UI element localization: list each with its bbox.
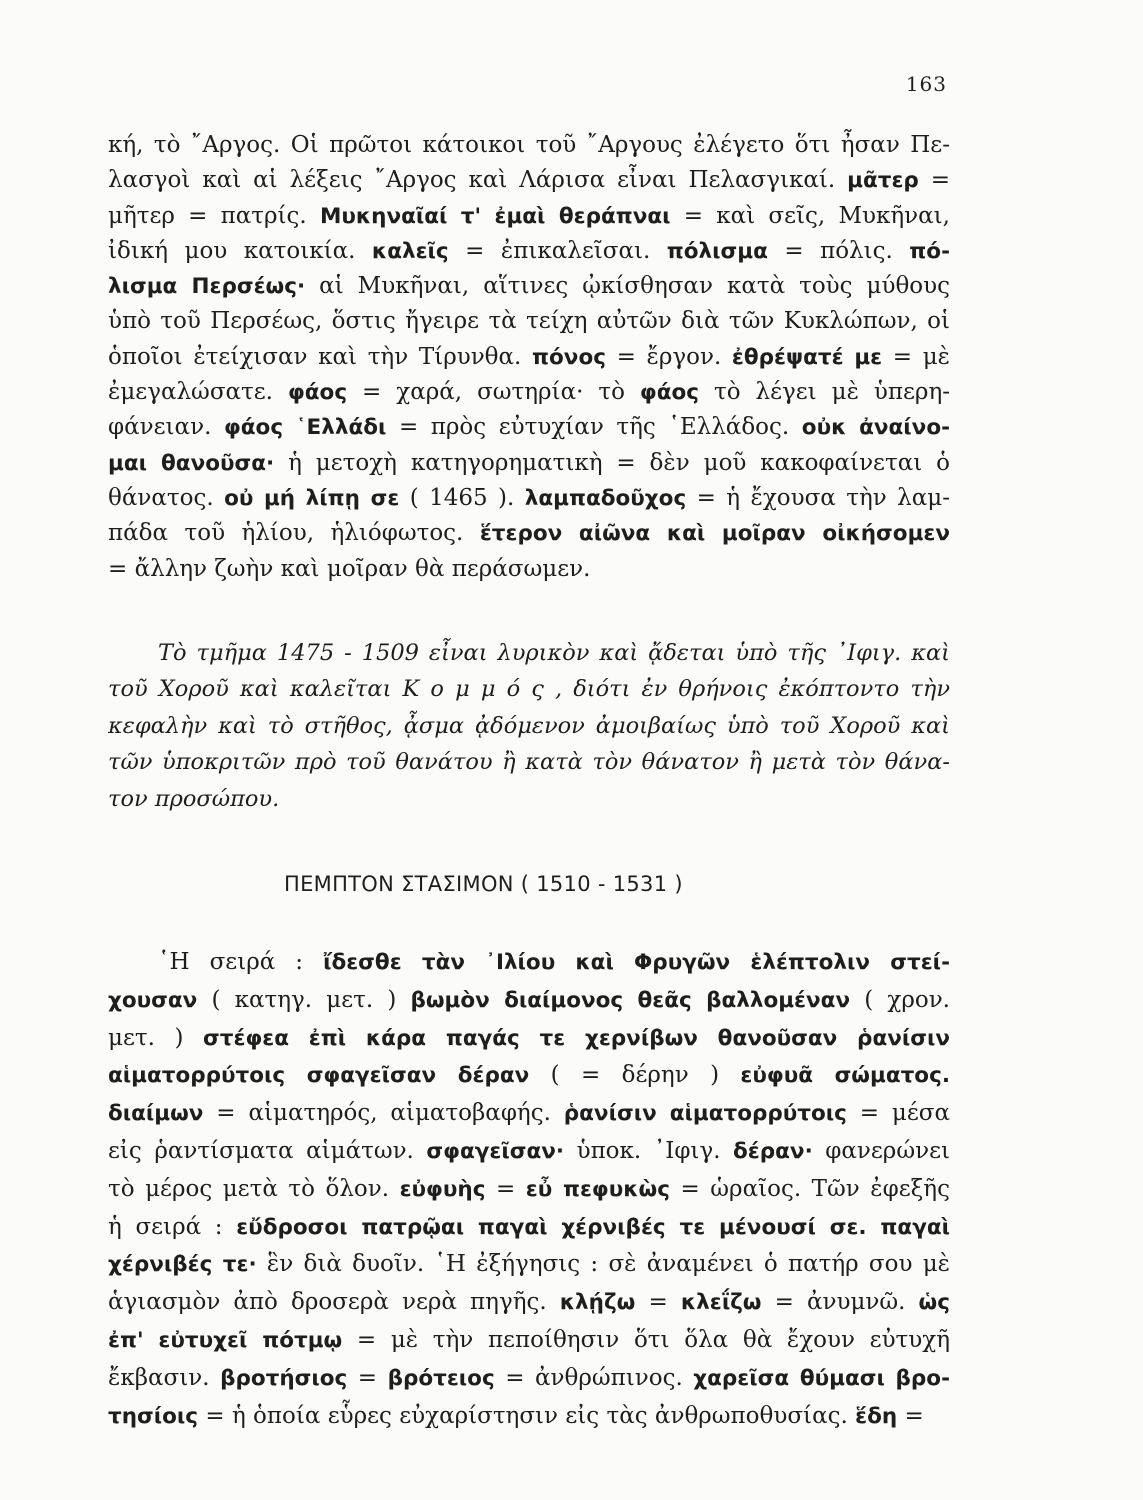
bold-lemma: χέρνιβές τε· xyxy=(108,1252,257,1278)
text-run: εἰς ῥαντίσματα αἱμάτων. xyxy=(108,1137,427,1164)
text-line xyxy=(108,269,950,304)
text-run: = ἀνθρώπινος. xyxy=(494,1364,694,1391)
bold-lemma: χαρεῖσα θύμασι βρο- xyxy=(693,1365,950,1391)
bold-lemma: στέφεα ἐπὶ κάρα παγάς τε χερνίβων θανοῦσαν ῥανίσιν xyxy=(203,1025,950,1051)
text-run: φανερώνει xyxy=(812,1137,950,1164)
text-line xyxy=(108,1209,950,1247)
text-line: κεφαλὴν καὶ τὸ στῆθος, ᾆσμα ᾀδόμενον ἀμοιβαίως ὑπὸ τοῦ Χοροῦ καὶ xyxy=(108,712,950,739)
text-run: = μὲ xyxy=(882,343,950,370)
text-run: φάνειαν. xyxy=(108,414,224,441)
text-line xyxy=(108,1095,950,1133)
text-run: μετ. ) xyxy=(108,1024,204,1051)
bold-lemma: ῥανίσιν αἱματορρύτοις xyxy=(563,1101,847,1127)
text-line xyxy=(108,1284,950,1322)
text-line xyxy=(108,516,950,551)
bold-lemma: Μυκηναῖαί τ' ἐμαὶ θεράπναι xyxy=(319,203,671,229)
bold-lemma: εὔδροσοι πατρῷαι παγαὶ χέρνιβές τε μένουσί σε. παγαὶ xyxy=(236,1214,950,1240)
text-line xyxy=(108,163,950,198)
text-run: = ἐπικαλεῖσαι. xyxy=(448,237,667,264)
text-run: = xyxy=(918,167,950,194)
text-run: = πόλις. xyxy=(767,237,910,264)
text-line xyxy=(108,1171,950,1209)
commentary-block-2 xyxy=(108,944,950,1435)
page-number: 163 xyxy=(905,72,947,96)
text-run: ἓν διὰ δυοῖν. ῾Η ἐξήγησις : σὲ ἀναμένει ὁ πατήρ σου μὲ xyxy=(256,1251,950,1278)
text-line: τον προσώπου. xyxy=(108,785,280,812)
text-run: = πρὸς εὐτυχίαν τῆς ῾Ελλάδος. xyxy=(386,414,802,441)
note-paragraph xyxy=(108,635,950,817)
text-line xyxy=(108,340,950,375)
text-line xyxy=(108,1057,950,1095)
text-run: θάνατος. xyxy=(108,484,225,511)
text-line xyxy=(108,1133,950,1171)
bold-lemma: φάος xyxy=(639,380,700,406)
bold-lemma: εὐφυὴς xyxy=(399,1176,486,1202)
section-heading: ΠΕΜΠΤΟΝ ΣΤΑΣΙΜΟΝ ( 1510 - 1531 ) xyxy=(284,872,683,896)
bold-lemma: λισμα Περσέως· xyxy=(108,274,306,300)
text-run: ἔκβασιν. xyxy=(108,1364,221,1391)
text-run: ( χρον. xyxy=(850,986,950,1013)
text-line xyxy=(108,552,950,587)
bold-lemma: πόνος xyxy=(532,344,606,370)
bold-lemma: ἐθρέψατέ με xyxy=(731,344,883,370)
text-run: = xyxy=(635,1289,681,1316)
text-line xyxy=(108,128,950,163)
bold-lemma: μαι θανοῦσα· xyxy=(108,450,275,476)
text-line xyxy=(108,199,950,234)
bold-lemma: οὐ μή λίπῃ σε xyxy=(224,485,400,511)
text-run: = ἡ ὁποία εὗρες εὐχαρίστησιν εἰς τὰς ἀνθρωποθυσίας. xyxy=(198,1402,856,1429)
text-run: = ὡραῖος. Τῶν ἐφεξῆς xyxy=(669,1175,950,1202)
bold-lemma: κλῄζω xyxy=(559,1290,636,1316)
text-run: = μέσα xyxy=(846,1100,950,1127)
text-run: ( 1465 ). xyxy=(399,484,525,511)
bold-lemma: ἐπ' εὐτυχεῖ πότμῳ xyxy=(108,1327,343,1353)
text-run: κή, τὸ ῎Αργος. Οἱ πρῶτοι κάτοικοι τοῦ ῎Αργους ἐλέγετο ὅτι ἦσαν Πε- xyxy=(108,132,950,158)
text-line xyxy=(108,234,950,269)
text-line: τῶν ὑποκριτῶν πρὸ τοῦ θανάτου ἢ κατὰ τὸν θάνατον ἢ μετὰ τὸν θάνα- xyxy=(108,749,950,776)
text-run: ἡ μετοχὴ κατηγορηματικὴ = δὲν μοῦ κακοφαίνεται ὁ xyxy=(274,449,950,476)
bold-lemma: ὡς xyxy=(918,1290,950,1316)
text-line xyxy=(108,446,950,481)
text-run: τὸ λέγει μὲ ὑπερη- xyxy=(699,379,950,406)
bold-lemma: εὐφυᾶ σώματος. xyxy=(740,1063,950,1089)
text-run: ὑπὸ τοῦ Περσέως, ὅστις ἤγειρε τὰ τείχη αὐτῶν διὰ τῶν Κυκλώπων, οἱ xyxy=(108,308,950,335)
text-line xyxy=(108,304,950,339)
text-line xyxy=(108,1398,950,1436)
text-run: τὸ μέρος μετὰ τὸ ὅλον. xyxy=(108,1175,400,1202)
text-run: = μὲ τὴν πεποίθησιν ὅτι ὅλα θὰ ἔχουν εὐτυχῆ xyxy=(342,1326,950,1353)
text-run: ἰδική μου κατοικία. xyxy=(108,237,372,264)
text-run: ἐμεγαλώσατε. xyxy=(108,379,288,406)
bold-lemma: λαμπαδοῦχος xyxy=(524,485,687,511)
text-run: ( = δέρην ) xyxy=(529,1062,741,1089)
text-line xyxy=(108,375,950,410)
text-run: = ἀνυμνῶ. xyxy=(761,1289,919,1316)
text-run: ῾Η σειρά : xyxy=(158,949,324,975)
text-line xyxy=(108,1322,950,1360)
bold-lemma: ἴδεσθε τὰν ᾿Ιλίου καὶ Φρυγῶν ἑλέπτολιν στεί- xyxy=(323,950,950,975)
text-run: αἱ Μυκῆναι, αἵτινες ᾠκίσθησαν κατὰ τοὺς μύθους xyxy=(305,273,950,300)
note-paragraph-kommos xyxy=(108,635,950,817)
text-run: ἁγιασμὸν ἀπὸ δροσερὰ νερὰ πηγῆς. xyxy=(108,1289,560,1316)
bold-lemma: ἕτερον αἰῶνα καὶ μοῖραν οἰκήσομεν xyxy=(479,521,950,547)
text-run: ὁποῖοι ἐτείχισαν καὶ τὴν Τίρυνθα. xyxy=(108,343,533,370)
bold-lemma: εὖ πεφυκὼς xyxy=(525,1176,670,1202)
bold-lemma: κλεΐζω xyxy=(680,1290,762,1316)
text-line xyxy=(108,1246,950,1284)
text-run: = καὶ σεῖς, Μυκῆναι, xyxy=(670,202,950,229)
text-line xyxy=(108,944,950,982)
text-line xyxy=(108,481,950,516)
text-line xyxy=(108,982,950,1020)
text-run: = αἱματηρός, αἱματοβαφής. xyxy=(203,1100,564,1127)
bold-lemma: πόλισμα xyxy=(666,238,768,264)
bold-lemma: δέραν· xyxy=(733,1138,813,1164)
text-run: = ἡ ἔχουσα τὴν λαμ- xyxy=(686,484,950,511)
text-run: = ἄλλην ζωὴν καὶ μοῖραν θὰ περάσωμεν. xyxy=(108,555,591,582)
text-line xyxy=(108,1020,950,1058)
bold-lemma: σφαγεῖσαν· xyxy=(426,1138,565,1164)
text-run: λασγοὶ καὶ αἱ λέξεις ῎Αργος καὶ Λάρισα εἶναι Πελασγικαί. xyxy=(108,167,848,194)
bold-lemma: βροτήσιος xyxy=(220,1365,348,1391)
text-run: = χαρά, σωτηρία· τὸ xyxy=(347,379,640,406)
bold-lemma: βρότειος xyxy=(387,1365,495,1391)
text-run: = xyxy=(485,1175,526,1202)
commentary-paragraph-2 xyxy=(108,944,950,1435)
bold-lemma: φάος xyxy=(287,380,348,406)
text-line xyxy=(108,1360,950,1398)
bold-lemma: τησίοις xyxy=(108,1403,199,1429)
text-run: ( κατηγ. μετ. ) xyxy=(197,986,411,1013)
bold-lemma: βωμὸν διαίμονος θεᾶς βαλλομέναν xyxy=(410,987,851,1013)
text-run: μῆτερ = πατρίς. xyxy=(108,202,320,229)
text-line xyxy=(108,410,950,445)
bold-lemma: χουσαν xyxy=(108,987,198,1013)
text-run: ἡ σειρά : xyxy=(108,1213,237,1240)
bold-lemma: διαίμων xyxy=(108,1101,204,1127)
bold-lemma: αἱματορρύτοις σφαγεῖσαν δέραν xyxy=(108,1063,530,1089)
bold-lemma: ἕδη xyxy=(855,1403,898,1429)
bold-lemma: φάος ῾Ελλάδι xyxy=(223,415,387,441)
bold-lemma: οὐκ ἀναίνο- xyxy=(801,415,950,441)
text-run: = xyxy=(347,1364,388,1391)
commentary-block-1 xyxy=(108,128,950,587)
text-run: = ἔργον. xyxy=(605,343,732,370)
text-run: = xyxy=(897,1402,924,1429)
text-line: Τὸ τμῆμα 1475 - 1509 εἶναι λυρικὸν καὶ ᾄδεται ὑπὸ τῆς ᾿Ιφιγ. καὶ xyxy=(158,640,950,666)
bold-lemma: καλεῖς xyxy=(371,238,449,264)
text-run: ὑποκ. ᾿Ιφιγ. xyxy=(564,1137,734,1164)
bold-lemma: πό- xyxy=(909,238,950,264)
commentary-paragraph-1 xyxy=(108,128,950,587)
bold-lemma: μᾶτερ xyxy=(847,168,919,194)
text-run: πάδα τοῦ ἡλίου, ἡλιόφωτος. xyxy=(108,520,480,547)
text-line: τοῦ Χοροῦ καὶ καλεῖται Κ ο μ μ ό ς , διότι ἐν θρήνοις ἐκόπτοντο τὴν xyxy=(108,676,950,703)
